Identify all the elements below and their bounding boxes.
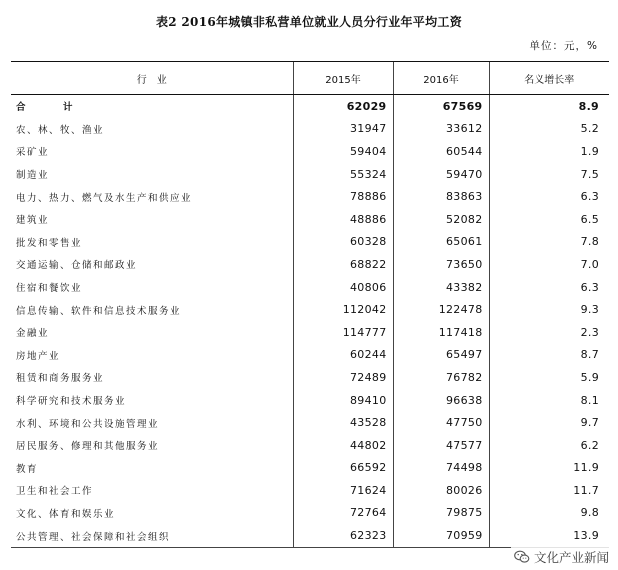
- value-2015-cell: 40806: [293, 276, 393, 299]
- growth-rate-cell: 9.7: [489, 411, 609, 434]
- value-2015-cell: 89410: [293, 389, 393, 412]
- value-2016-cell: 59470: [393, 163, 489, 186]
- value-2015-cell: 55324: [293, 163, 393, 186]
- industry-cell: 制造业: [16, 170, 50, 182]
- table-row: [11, 524, 609, 547]
- growth-rate-cell: 6.3: [489, 185, 609, 208]
- table-row: [11, 389, 609, 412]
- value-2015-cell: 68822: [293, 253, 393, 276]
- industry-cell: 交通运输、仓储和邮政业: [16, 260, 138, 272]
- growth-rate-cell: 7.5: [489, 163, 609, 186]
- value-2015-cell: 78886: [293, 185, 393, 208]
- wage-table: [11, 61, 609, 548]
- col-header-2016: 2016年: [393, 62, 489, 95]
- total-row: [11, 95, 609, 118]
- industry-cell: 租赁和商务服务业: [16, 373, 105, 385]
- value-2015-cell: 72489: [293, 366, 393, 389]
- growth-rate-cell: 9.8: [489, 502, 609, 525]
- watermark-text: 文化产业新闻: [533, 550, 609, 565]
- table-row: [11, 411, 609, 434]
- industry-cell: 科学研究和技术服务业: [16, 396, 127, 408]
- table-row: [11, 140, 609, 163]
- value-2016-cell: 67569: [393, 95, 489, 118]
- growth-rate-cell: 5.2: [489, 118, 609, 141]
- value-2015-cell: 114777: [293, 321, 393, 344]
- value-2015-cell: 112042: [293, 298, 393, 321]
- growth-rate-cell: 11.7: [489, 479, 609, 502]
- value-2016-cell: 83863: [393, 185, 489, 208]
- value-2016-cell: 70959: [393, 524, 489, 547]
- table-row: [11, 276, 609, 299]
- industry-cell: 批发和零售业: [16, 237, 83, 249]
- growth-rate-cell: 6.2: [489, 434, 609, 457]
- growth-rate-cell: 11.9: [489, 457, 609, 480]
- growth-rate-cell: 5.9: [489, 366, 609, 389]
- wechat-icon: [514, 550, 530, 564]
- header-row: [11, 62, 609, 95]
- industry-cell: 文化、体育和娱乐业: [16, 508, 116, 520]
- growth-rate-cell: 8.9: [489, 95, 609, 118]
- table-row: [11, 366, 609, 389]
- table-row: [11, 163, 609, 186]
- value-2016-cell: 43382: [393, 276, 489, 299]
- growth-rate-cell: 9.3: [489, 298, 609, 321]
- value-2016-cell: 96638: [393, 389, 489, 412]
- table-row: [11, 479, 609, 502]
- value-2016-cell: 122478: [393, 298, 489, 321]
- industry-cell: 采矿业: [16, 147, 50, 159]
- table-row: [11, 502, 609, 525]
- industry-cell: 卫生和社会工作: [16, 486, 94, 498]
- value-2015-cell: 66592: [293, 457, 393, 480]
- value-2016-cell: 76782: [393, 366, 489, 389]
- table-row: [11, 253, 609, 276]
- table-row: [11, 457, 609, 480]
- growth-rate-cell: 8.1: [489, 389, 609, 412]
- value-2015-cell: 62029: [293, 95, 393, 118]
- value-2015-cell: 43528: [293, 411, 393, 434]
- industry-cell: 建筑业: [16, 215, 50, 227]
- value-2015-cell: 31947: [293, 118, 393, 141]
- growth-rate-cell: 6.3: [489, 276, 609, 299]
- col-header-growth: 名义增长率: [489, 62, 609, 95]
- value-2016-cell: 65497: [393, 344, 489, 367]
- value-2016-cell: 65061: [393, 231, 489, 254]
- value-2016-cell: 73650: [393, 253, 489, 276]
- value-2015-cell: 62323: [293, 524, 393, 547]
- table-row: [11, 185, 609, 208]
- growth-rate-cell: 7.8: [489, 231, 609, 254]
- growth-rate-cell: 6.5: [489, 208, 609, 231]
- value-2016-cell: 33612: [393, 118, 489, 141]
- value-2015-cell: 59404: [293, 140, 393, 163]
- industry-cell: 信息传输、软件和信息技术服务业: [16, 305, 182, 317]
- value-2016-cell: 60544: [393, 140, 489, 163]
- value-2016-cell: 52082: [393, 208, 489, 231]
- growth-rate-cell: 1.9: [489, 140, 609, 163]
- table-row: [11, 321, 609, 344]
- value-2016-cell: 117418: [393, 321, 489, 344]
- growth-rate-cell: 13.9: [489, 524, 609, 547]
- table-row: [11, 231, 609, 254]
- table-row: [11, 118, 609, 141]
- industry-cell: 住宿和餐饮业: [16, 283, 83, 295]
- watermark: [511, 547, 612, 567]
- industry-cell: 公共管理、社会保障和社会组织: [11, 524, 293, 547]
- value-2015-cell: 60328: [293, 231, 393, 254]
- industry-cell: 居民服务、修理和其他服务业: [16, 441, 160, 453]
- value-2016-cell: 80026: [393, 479, 489, 502]
- growth-rate-cell: 7.0: [489, 253, 609, 276]
- table-row: [11, 208, 609, 231]
- value-2016-cell: 47750: [393, 411, 489, 434]
- growth-rate-cell: 2.3: [489, 321, 609, 344]
- industry-cell: 水利、环境和公共设施管理业: [16, 418, 160, 430]
- value-2015-cell: 72764: [293, 502, 393, 525]
- table-row: [11, 434, 609, 457]
- unit-label: 单位：元，%: [529, 40, 598, 52]
- page-title: 表2 2016年城镇非私营单位就业人员分行业年平均工资: [155, 15, 463, 29]
- industry-cell: 电力、热力、燃气及水生产和供应业: [16, 192, 193, 204]
- col-header-industry: 行 业: [11, 62, 293, 95]
- table-row: [11, 298, 609, 321]
- col-header-2015: 2015年: [293, 62, 393, 95]
- industry-cell: 房地产业: [16, 350, 61, 362]
- industry-cell: 合 计: [16, 102, 87, 114]
- table-row: [11, 344, 609, 367]
- value-2016-cell: 74498: [393, 457, 489, 480]
- table-body: [11, 95, 609, 548]
- value-2015-cell: 44802: [293, 434, 393, 457]
- value-2015-cell: 60244: [293, 344, 393, 367]
- value-2015-cell: 48886: [293, 208, 393, 231]
- value-2016-cell: 79875: [393, 502, 489, 525]
- value-2015-cell: 71624: [293, 479, 393, 502]
- industry-cell: 农、林、牧、渔业: [16, 124, 105, 136]
- industry-cell: 金融业: [16, 328, 50, 340]
- growth-rate-cell: 8.7: [489, 344, 609, 367]
- industry-cell: 教育: [16, 463, 39, 475]
- value-2016-cell: 47577: [393, 434, 489, 457]
